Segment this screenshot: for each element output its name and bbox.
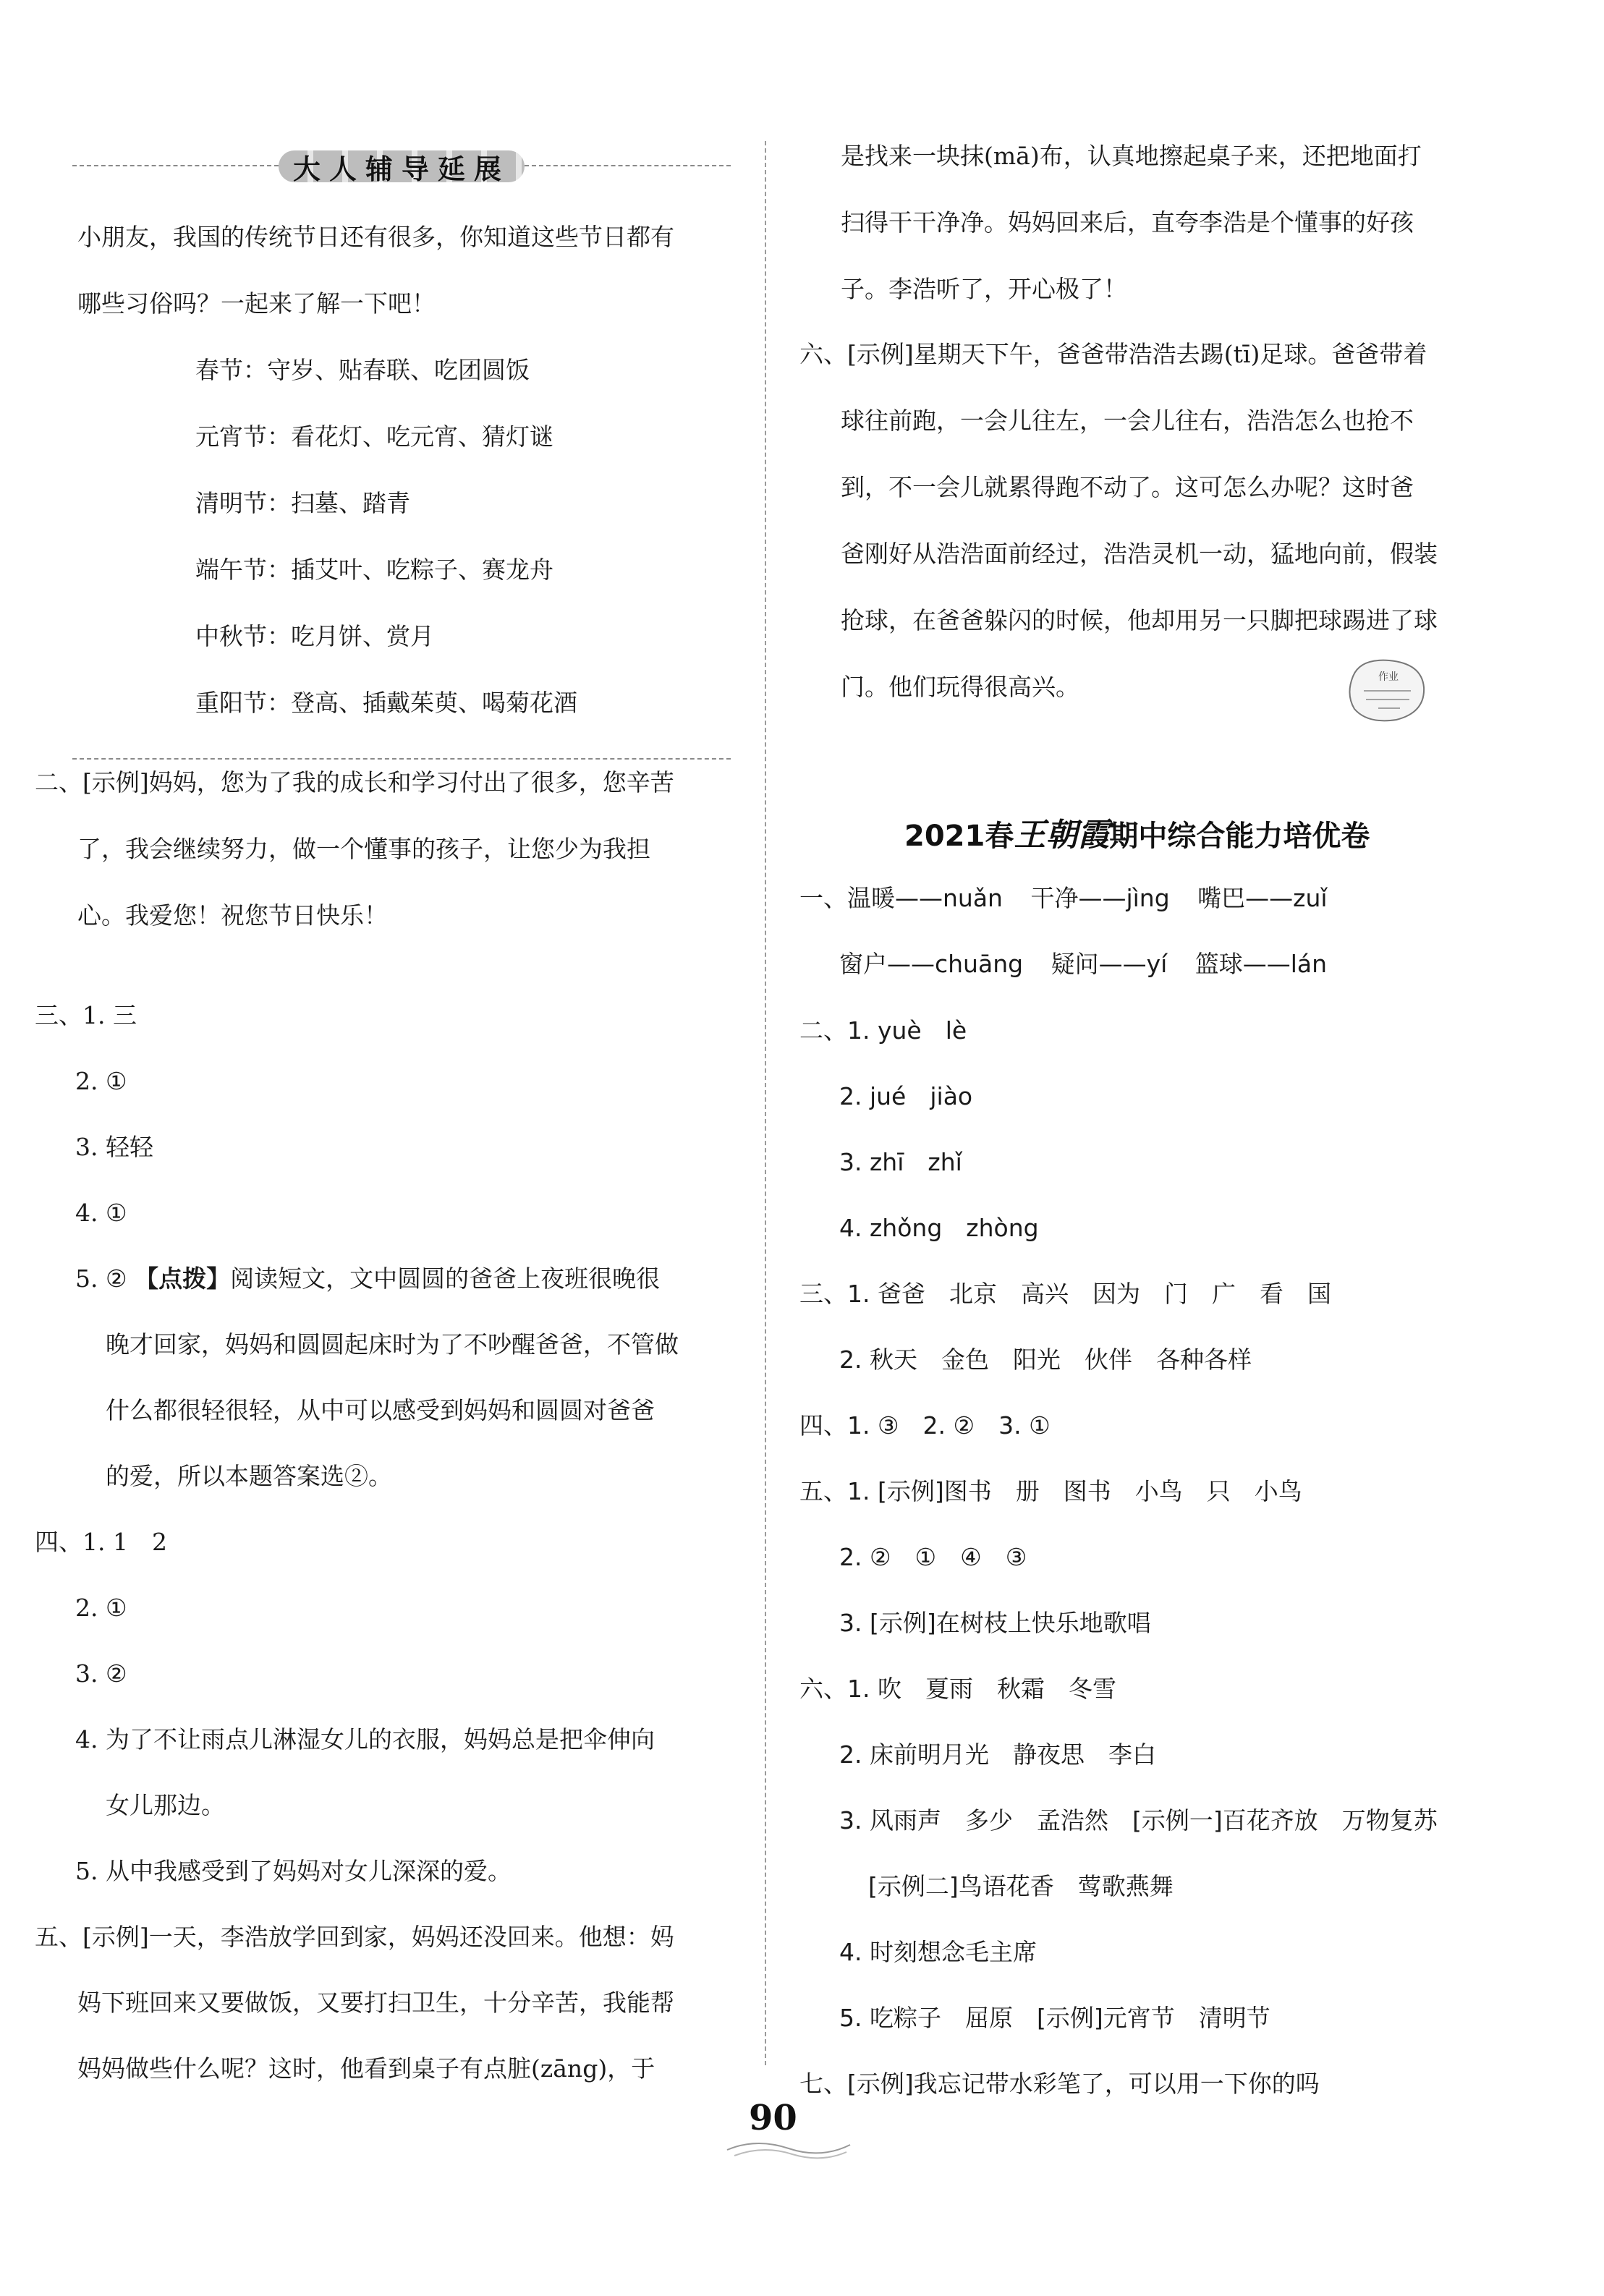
stamp-text: 作业: [1378, 671, 1399, 683]
q6-item-3-cont: [示例二]鸟语花香 莺歌燕舞: [868, 1872, 1174, 1900]
s5-cont-line-2: 扫得干干净净。妈妈回来后，直夸李浩是个懂事的好孩: [841, 208, 1414, 237]
q1-pinyin-1: ——nuǎn: [895, 884, 1003, 912]
s4-item-5: 5. 从中我感受到了妈妈对女儿深深的爱。: [75, 1857, 512, 1885]
homework-stamp-icon: [1338, 655, 1433, 727]
s4-item-2: 2. ①: [75, 1594, 127, 1622]
festival-4: 端午节：插艾叶、吃粽子、赛龙舟: [195, 556, 553, 584]
s4-item-4-line-2: 女儿那边。: [106, 1791, 225, 1819]
festival-6: 重阳节：登高、插戴茱萸、喝菊花酒: [195, 689, 577, 717]
s5-cont-line-3: 子。李浩听了，开心极了！: [841, 275, 1127, 303]
q1-word-6: 篮球: [1194, 950, 1243, 978]
q3-item-1: 三、1. 爸爸 北京 高兴 因为 门 广 看 国: [799, 1280, 1331, 1308]
s2-line-1: 二、[示例]妈妈，您为了我的成长和学习付出了很多，您辛苦: [35, 768, 674, 796]
q1-word-3: 嘴巴: [1197, 884, 1246, 912]
q5-item-1: 五、1. [示例]图书 册 图书 小鸟 只 小鸟: [799, 1477, 1302, 1505]
s6-line-1: 六、[示例]星期天下午，爸爸带浩浩去踢(tī)足球。爸爸带着: [799, 340, 1427, 368]
s5-cont-line-1: 是找来一块抹(mā)布，认真地擦起桌子来，还把地面打: [841, 142, 1422, 170]
q1-pinyin-4: ——chuāng: [887, 950, 1024, 978]
s4-item-4-line-1: 4. 为了不让雨点儿淋湿女儿的衣服，妈妈总是把伞伸向: [75, 1725, 655, 1753]
exam-title-pre: 2021春: [904, 820, 1014, 853]
column-divider: [765, 141, 766, 2065]
q1-word-2: 干净: [1030, 884, 1079, 912]
header-rule-right: [525, 165, 731, 166]
q1-pinyin-3: ——zuǐ: [1245, 884, 1328, 912]
q1-word-5: 疑问: [1051, 950, 1099, 978]
s5-line-1: 五、[示例]一天，李浩放学回到家，妈妈还没回来。他想：妈: [35, 1923, 674, 1951]
s3-item-5-line-3: 什么都很轻很轻，从中可以感受到妈妈和圆圆对爸爸: [106, 1396, 655, 1424]
q6-item-5: 5. 吃粽子 屈原 [示例]元宵节 清明节: [839, 2004, 1270, 2032]
q6-item-1: 六、1. 吹 夏雨 秋霜 冬雪: [799, 1675, 1116, 1703]
section-end-rule: [72, 758, 731, 760]
s6-line-3: 到，不一会儿就累得跑不动了。这可怎么办呢？这时爸: [841, 473, 1414, 501]
q5-item-2: 2. ② ① ④ ③: [839, 1543, 1027, 1571]
s3-item-3: 3. 轻轻: [75, 1133, 153, 1161]
s3-item-5-num: 5. ②: [75, 1264, 127, 1293]
q1-pinyin-6: ——lán: [1242, 950, 1328, 978]
festival-5: 中秋节：吃月饼、赏月: [195, 622, 434, 650]
page-number: 90: [749, 2098, 797, 2138]
s6-line-5: 抢球，在爸爸躲闪的时候，他却用另一只脚把球踢进了球: [841, 606, 1438, 634]
q1-pinyin-5: ——yí: [1098, 950, 1168, 978]
intro-line-2: 哪些习俗吗？一起来了解一下吧！: [77, 289, 436, 318]
s3-item-1: 三、1. 三: [35, 1001, 137, 1029]
festival-3: 清明节：扫墓、踏青: [195, 489, 410, 517]
q2-item-1: 二、1. yuè lè: [799, 1016, 967, 1045]
q2-item-3: 3. zhī zhǐ: [839, 1148, 962, 1176]
s2-line-3: 心。我爱您！祝您节日快乐！: [77, 901, 388, 930]
q1-row-2: [839, 950, 1327, 979]
wave-ornament-icon: [724, 2134, 854, 2163]
header-title: 大人辅导延展: [292, 153, 510, 185]
s6-line-6: 门。他们玩得很高兴。: [841, 673, 1079, 701]
q6-item-2: 2. 床前明月光 静夜思 李白: [839, 1740, 1156, 1769]
s5-line-3: 妈妈做些什么呢？这时，他看到桌子有点脏(zāng)，于: [77, 2054, 655, 2083]
q1-row-1: [799, 884, 1328, 913]
exam-title-post: 期中综合能力培优卷: [1109, 820, 1370, 853]
s3-item-5-line-4: 的爱，所以本题答案选②。: [106, 1462, 392, 1490]
hint-tag: 【点拨】: [135, 1264, 231, 1293]
festival-2: 元宵节：看花灯、吃元宵、猜灯谜: [195, 422, 553, 451]
q1-word-1: 温暖: [847, 884, 895, 912]
s6-line-2: 球往前跑，一会儿往左，一会儿往右，浩浩怎么也抢不: [841, 407, 1414, 435]
s3-item-5-line-2: 晚才回家，妈妈和圆圆起床时为了不吵醒爸爸，不管做: [106, 1330, 679, 1359]
q1-pinyin-2: ——jìng: [1078, 884, 1170, 912]
q4-items: 四、1. ③ 2. ② 3. ①: [799, 1411, 1051, 1440]
s4-item-3: 3. ②: [75, 1659, 127, 1688]
q6-item-3: 3. 风雨声 多少 孟浩然 [示例一]百花齐放 万物复苏: [839, 1806, 1438, 1834]
s3-item-4: 4. ①: [75, 1199, 127, 1227]
s5-line-2: 妈下班回来又要做饭，又要打扫卫生，十分辛苦，我能帮: [77, 1989, 674, 2017]
q1-label: 一、: [799, 884, 847, 912]
q2-item-2: 2. jué jiào: [839, 1082, 973, 1110]
s3-item-5: [75, 1264, 660, 1293]
intro-line-1: 小朋友，我国的传统节日还有很多，你知道这些节日都有: [77, 223, 674, 251]
section-header: [279, 145, 525, 188]
s3-item-2: 2. ①: [75, 1067, 127, 1095]
s6-line-4: 爸刚好从浩浩面前经过，浩浩灵机一动，猛地向前，假装: [841, 540, 1438, 568]
s2-line-2: 了，我会继续努力，做一个懂事的孩子，让您少为我担: [77, 835, 650, 863]
q5-item-3: 3. [示例]在树枝上快乐地歌唱: [839, 1609, 1151, 1637]
q7-item: 七、[示例]我忘记带水彩笔了，可以用一下你的吗: [799, 2070, 1320, 2098]
s4-item-1: 四、1. 1 2: [35, 1528, 167, 1556]
festival-1: 春节：守岁、贴春联、吃团圆饭: [195, 356, 530, 384]
brand-name: 王朝霞: [1014, 817, 1110, 854]
exam-title: [904, 809, 1370, 855]
q1-word-4: 窗户: [839, 950, 887, 978]
q2-item-4: 4. zhǒng zhòng: [839, 1214, 1039, 1242]
header-rule-left: [72, 165, 279, 166]
q6-item-4: 4. 时刻想念毛主席: [839, 1938, 1037, 1966]
s3-item-5-text: 阅读短文，文中圆圆的爸爸上夜班很晚很: [230, 1264, 661, 1293]
q3-item-2: 2. 秋天 金色 阳光 伙伴 各种各样: [839, 1345, 1252, 1374]
